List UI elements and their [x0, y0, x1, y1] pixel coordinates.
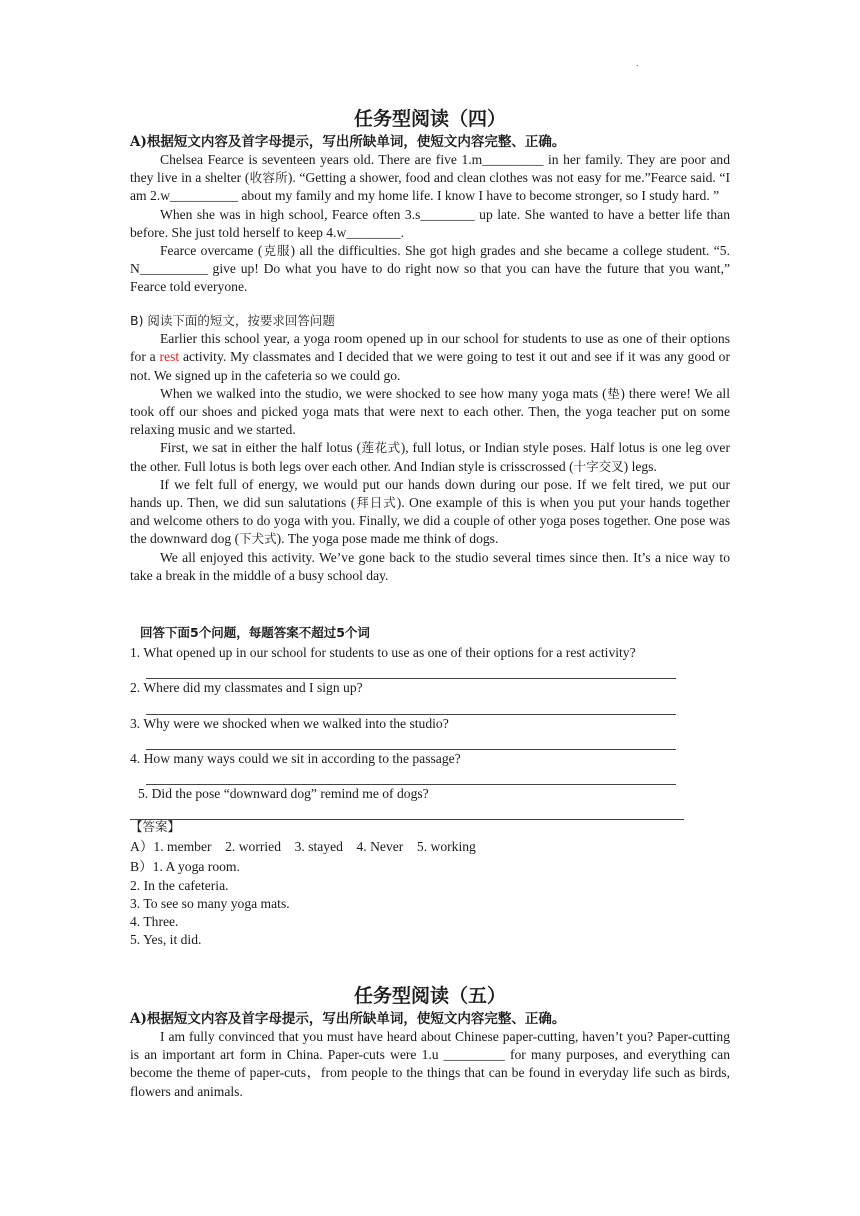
section-5-part-a-instruction: A)根据短文内容及首字母提示，写出所缺单词，使短文内容完整、正确。 [130, 1011, 566, 1027]
question-4: 4. How many ways could we sit in according to the passage? [130, 750, 461, 766]
section-4-part-b [130, 312, 730, 585]
part-a-paragraph-2: When she was in high school, Fearce often 3.s________ up late. She wanted to have a better life than before. She just told herself to keep 4.w________. [130, 206, 730, 240]
part-b-paragraph-1: Earlier this school year, a yoga room opened up in our school for students to use as one of their options for a rest activity. My classmates and I decided that we were going to test it out and see if it was any good or not. We signed up in the cafeteria so we could go. [130, 331, 731, 383]
part-a-instruction: A)根据短文内容及首字母提示，写出所缺单词，使短文内容完整、正确。 [130, 134, 566, 150]
part-b-paragraph-2: When we walked into the studio, we were shocked to see how many yoga mats (垫) there were! We all took off our shoes and picked yoga mats that were next to each other. Then, the yoga teacher put on some relaxing music and we started. [130, 385, 730, 438]
question-5: 5. Did the pose “downward dog” remind me of dogs? [138, 786, 429, 802]
section-4-title-wrap [130, 106, 730, 132]
section-4-part-a [130, 133, 730, 297]
answers-block [130, 818, 730, 949]
part-a-paragraph-3: Fearce overcame (克服) all the difficulties. She got high grades and she became a college student. “5. N__________ give up! Do what you have to do right now so that you can have the future that you want,” Fearce told everyone. [130, 243, 730, 295]
part-b-instruction: B) 阅读下面的短文，按要求回答问题 [130, 313, 335, 328]
answer-part-b-5: 5. Yes, it did. [130, 932, 202, 948]
question-2: 2. Where did my classmates and I sign up? [130, 680, 363, 696]
question-1: 1. What opened up in our school for students to use as one of their options for a rest activity? [130, 645, 636, 661]
part-b-paragraph-3: First, we sat in either the half lotus (莲花式), full lotus, or Indian style poses. Half lotus is one leg over the other. Full lotus is both legs over each other. And Indian style is crisscrossed (十字交叉) legs. [130, 440, 730, 474]
answer-part-b-3: 3. To see so many yoga mats. [130, 895, 290, 911]
answer-part-b-1: B）1. A yoga room. [130, 859, 240, 875]
section-4-title: 任务型阅读（四） [353, 108, 506, 130]
section-5-title: 任务型阅读（五） [353, 985, 506, 1007]
part-a-paragraph-1: Chelsea Fearce is seventeen years old. There are five 1.m_________ in her family. They are poor and they live in a shelter (收容所). “Getting a shower, food and clean clothes was not easy for me.”Fearce said. “I am 2.w__________ about my family and my home life. I know I have to become stronger, so I study hard. ” [130, 152, 730, 204]
part-b-paragraph-4: If we felt full of energy, we would put our hands down during our pose. If we felt tired, we put our hands up. Then, we did sun salutations (拜日式). One example of this is when you put your hands together and welcome others to do yoga with you. Finally, we did a couple of other yoga poses together. One pose was the downward dog (下犬式). The yoga pose made me think of dogs. [130, 476, 730, 547]
answer-heading: 【答案】 [130, 819, 181, 834]
answer-part-b-2: 2. In the cafeteria. [130, 877, 229, 893]
questions-block [130, 624, 730, 820]
answer-part-a: A）1. member 2. worried 3. stayed 4. Never 5. working [130, 839, 476, 855]
questions-instruction: 回答下面5个问题，每题答案不超过5个词 [140, 625, 370, 640]
section-5-title-wrap [130, 983, 730, 1009]
part-b-paragraph-5: We all enjoyed this activity. We’ve gone back to the studio several times since then. It’s a nice way to take a break in the middle of a busy school day. [130, 549, 730, 583]
header-mark: . [636, 58, 639, 69]
section-5-part-a [130, 1010, 730, 1101]
answer-part-b-4: 4. Three. [130, 914, 179, 930]
section-5-paragraph-1: I am fully convinced that you must have heard about Chinese paper-cutting, haven’t you? Paper-cutting is an important art form in China. Paper-cuts were 1.u _________ for many purposes, and everything can become the theme of paper-cuts，from people to the things that can be found in everyday life such as birds, flowers and animals. [130, 1029, 730, 1099]
question-3: 3. Why were we shocked when we walked into the studio? [130, 715, 449, 731]
